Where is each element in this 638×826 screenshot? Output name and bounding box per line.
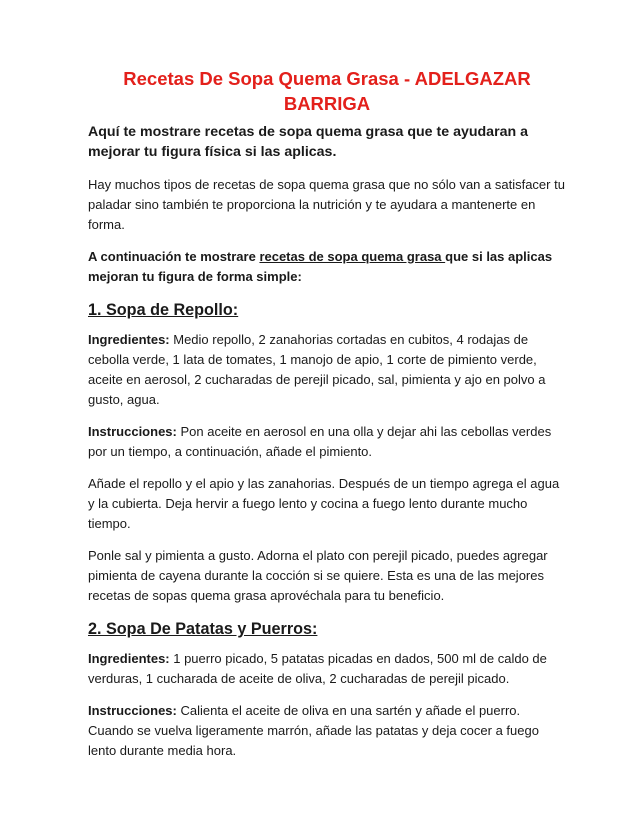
intro-paragraph: Hay muchos tipos de recetas de sopa quema grasa que no sólo van a satisfacer tu paladar sino también te proporciona la nutrición y te ayudara a mantenerte en forma.	[88, 177, 565, 232]
title-line-2: BARRIGA	[283, 93, 371, 114]
instructions-text: Calienta el aceite de oliva en una sartén y añade el puerro. Cuando se vuelva ligeramente marrón, añade las patatas y deja cocer a fuego lento durante media hora.	[88, 703, 539, 758]
instructions-label: Instrucciones:	[88, 424, 177, 439]
ingredients-text: 1 puerro picado, 5 patatas picadas en dados, 500 ml de caldo de verduras, 1 cucharada de aceite de oliva, 2 cucharadas de perejil picado.	[88, 651, 547, 686]
instructions-text: Pon aceite en aerosol en una olla y dejar ahi las cebollas verdes por un tiempo, a continuación, añade el pimiento.	[88, 424, 552, 459]
recipe-1-instructions	[88, 422, 566, 462]
continuation-paragraph	[88, 247, 566, 287]
ingredients-label: Ingredientes:	[88, 332, 170, 347]
ingredients-text: Medio repollo, 2 zanahorias cortadas en cubitos, 4 rodajas de cebolla verde, 1 lata de tomates, 1 manojo de apio, 1 corte de pimiento verde, aceite en aerosol, 2 cucharadas de perejil picado, sal, pimienta y ajo en polvo a gusto, agua.	[88, 332, 546, 407]
title-line-1: Recetas De Sopa Quema Grasa - ADELGAZAR	[123, 68, 531, 89]
recipe-2-ingredients	[88, 649, 566, 689]
continuation-text: A continuación te mostrare	[88, 249, 260, 264]
continuation-text-end: que si las aplicas mejoran tu figura de forma simple:	[88, 249, 553, 284]
lead-paragraph: Aquí te mostrare recetas de sopa quema grasa que te ayudaran a mejorar tu figura física si las aplicas.	[88, 124, 528, 160]
document-title	[88, 66, 566, 116]
instructions-label: Instrucciones:	[88, 703, 177, 718]
recipes-link[interactable]: recetas de sopa quema grasa	[259, 249, 446, 264]
recipe-2-instructions	[88, 701, 566, 761]
recipe-1-step-2: Añade el repollo y el apio y las zanahorias. Después de un tiempo agrega el agua y la cubierta. Deja hervir a fuego lento y cocina a fuego lento durante mucho tiempo.	[88, 476, 560, 531]
ingredients-label: Ingredientes:	[88, 651, 170, 666]
recipe-1-step-3: Ponle sal y pimienta a gusto. Adorna el plato con perejil picado, puedes agregar pimienta de cayena durante la cocción si se quiere. Esta es una de las mejores recetas de sopas quema grasa aprovéchala para tu beneficio.	[88, 548, 548, 603]
recipe-2-heading: 2. Sopa De Patatas y Puerros:	[88, 620, 318, 638]
recipe-1-ingredients	[88, 330, 566, 410]
recipe-1-heading: 1. Sopa de Repollo:	[88, 301, 239, 319]
